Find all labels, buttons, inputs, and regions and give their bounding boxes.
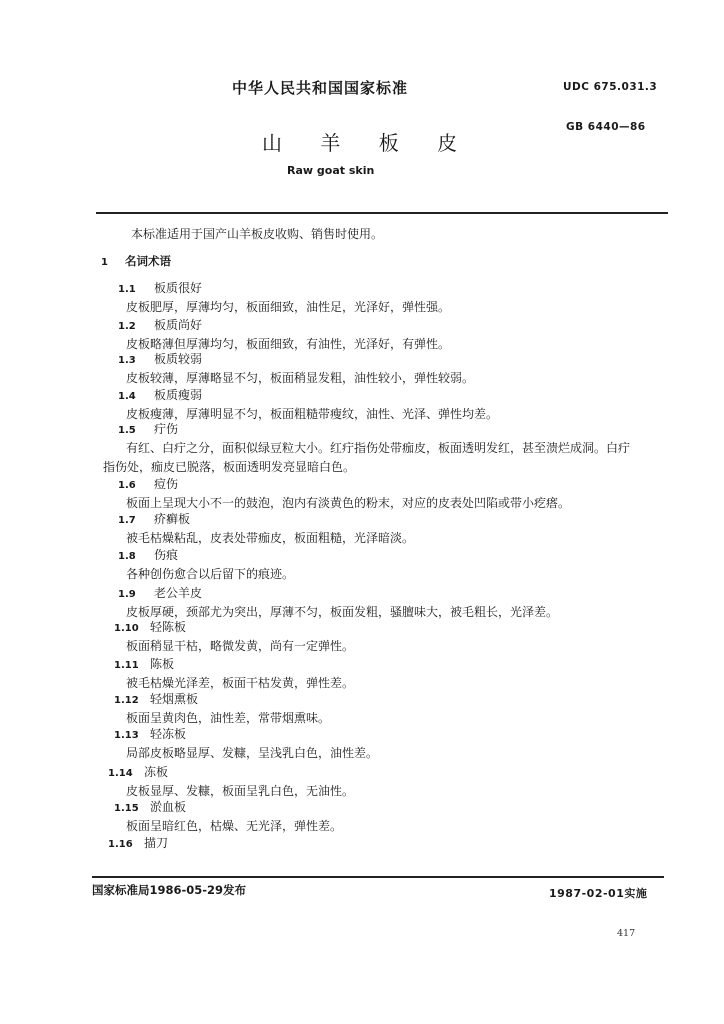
term-heading <box>114 655 174 672</box>
term-number: 1.7 <box>118 515 136 526</box>
term-number: 1.9 <box>118 589 136 600</box>
term-heading <box>118 420 178 437</box>
issue-date: 国家标准局1986-05-29发布 <box>92 883 247 897</box>
header-rule <box>96 212 668 214</box>
term-heading <box>108 834 168 851</box>
term-definition: 指伤处，痂皮已脱落，板面透明发亮显暗白色。 <box>103 460 356 474</box>
term-heading <box>118 475 178 492</box>
term-heading <box>114 618 186 635</box>
term-definition: 皮板略薄但厚薄均匀，板面细致，有油性，光泽好，有弹性。 <box>126 337 451 351</box>
term-definition: 各种创伤愈合以后留下的痕迹。 <box>126 567 295 581</box>
term-definition: 皮板肥厚，厚薄均匀，板面细致，油性足，光泽好，弹性强。 <box>126 300 451 314</box>
udc-code: UDC 675.031.3 <box>563 81 658 93</box>
term-label: 痘伤 <box>154 477 179 491</box>
term-number: 1.11 <box>114 660 139 671</box>
term-label: 疥癣板 <box>154 512 191 526</box>
term-label: 轻陈板 <box>150 620 187 634</box>
term-heading <box>118 510 190 527</box>
term-definition: 有红、白疔之分，面积似绿豆粒大小。红疔指伤处带痂皮，板面透明发红，甚至溃烂成洞。白疔 <box>126 441 631 455</box>
term-label: 板质较弱 <box>154 352 203 366</box>
term-heading <box>118 386 202 403</box>
term-number: 1.2 <box>118 321 136 332</box>
term-definition: 板面稍显干枯，略微发黄，尚有一定弹性。 <box>126 639 355 653</box>
term-definition: 皮板较薄，厚薄略显不匀，板面稍显发粗，油性较小，弹性较弱。 <box>126 371 475 385</box>
term-heading <box>114 798 186 815</box>
term-heading <box>108 763 168 780</box>
effective-date: 1987-02-01实施 <box>549 887 648 900</box>
term-number: 1.6 <box>118 480 136 491</box>
term-number: 1.13 <box>114 730 139 741</box>
document-title-chinese: 山 羊 板 皮 <box>262 131 474 155</box>
term-label: 冻板 <box>144 765 169 779</box>
term-label: 伤痕 <box>154 548 179 562</box>
term-heading <box>118 316 202 333</box>
term-number: 1.5 <box>118 425 136 436</box>
term-label: 板质尚好 <box>154 318 203 332</box>
term-definition: 板面呈暗红色，枯燥、无光泽，弹性差。 <box>126 819 343 833</box>
term-definition: 皮板显厚、发糠，板面呈乳白色，无油性。 <box>126 784 355 798</box>
term-label: 淤血板 <box>150 800 187 814</box>
term-number: 1.1 <box>118 284 136 295</box>
term-number: 1.14 <box>108 768 133 779</box>
gb-standard-number: GB 6440—86 <box>566 121 646 133</box>
term-label: 疔伤 <box>154 422 179 436</box>
term-heading <box>118 584 202 601</box>
section-heading <box>101 253 171 269</box>
page-number: 417 <box>617 928 636 939</box>
term-label: 板质瘦弱 <box>154 388 203 402</box>
term-number: 1.16 <box>108 839 133 850</box>
section-label: 名词术语 <box>125 254 171 268</box>
term-definition: 皮板厚硬，颈部尤为突出，厚薄不匀，板面发粗，骚膻味大，被毛粗长，光泽差。 <box>126 605 559 619</box>
term-number: 1.8 <box>118 551 136 562</box>
term-number: 1.10 <box>114 623 139 634</box>
term-heading <box>114 725 186 742</box>
term-number: 1.3 <box>118 355 136 366</box>
term-label: 板质很好 <box>154 281 203 295</box>
term-label: 陈板 <box>150 657 175 671</box>
scope-statement: 本标准适用于国产山羊板皮收购、销售时使用。 <box>131 227 384 241</box>
term-definition: 皮板瘦薄，厚薄明显不匀，板面粗糙带瘦纹，油性、光泽、弹性均差。 <box>126 407 499 421</box>
term-label: 轻冻板 <box>150 727 187 741</box>
term-definition: 被毛枯燥粘乱，皮表处带痂皮，板面粗糙，光泽暗淡。 <box>126 531 415 545</box>
term-definition: 板面上呈现大小不一的鼓泡，泡内有淡黄色的粉末，对应的皮表处凹陷或带小疙瘩。 <box>126 496 571 510</box>
term-definition: 板面呈黄肉色，油性差，常带烟熏味。 <box>126 711 331 725</box>
term-heading <box>118 350 202 367</box>
term-definition: 局部皮板略显厚、发糠，呈浅乳白色，油性差。 <box>126 746 379 760</box>
document-title-english: Raw goat skin <box>287 164 375 177</box>
term-definition: 被毛枯燥光泽差，板面干枯发黄，弹性差。 <box>126 676 355 690</box>
term-label: 描刀 <box>144 836 169 850</box>
term-label: 老公羊皮 <box>154 586 203 600</box>
term-heading <box>114 690 198 707</box>
term-heading <box>118 279 202 296</box>
term-number: 1.4 <box>118 391 136 402</box>
term-label: 轻烟熏板 <box>150 692 199 706</box>
term-number: 1.12 <box>114 695 139 706</box>
term-number: 1.15 <box>114 803 139 814</box>
footer-rule <box>92 876 664 878</box>
term-heading <box>118 546 178 563</box>
national-standard-heading: 中华人民共和国国家标准 <box>232 79 409 97</box>
section-number: 1 <box>101 257 108 268</box>
